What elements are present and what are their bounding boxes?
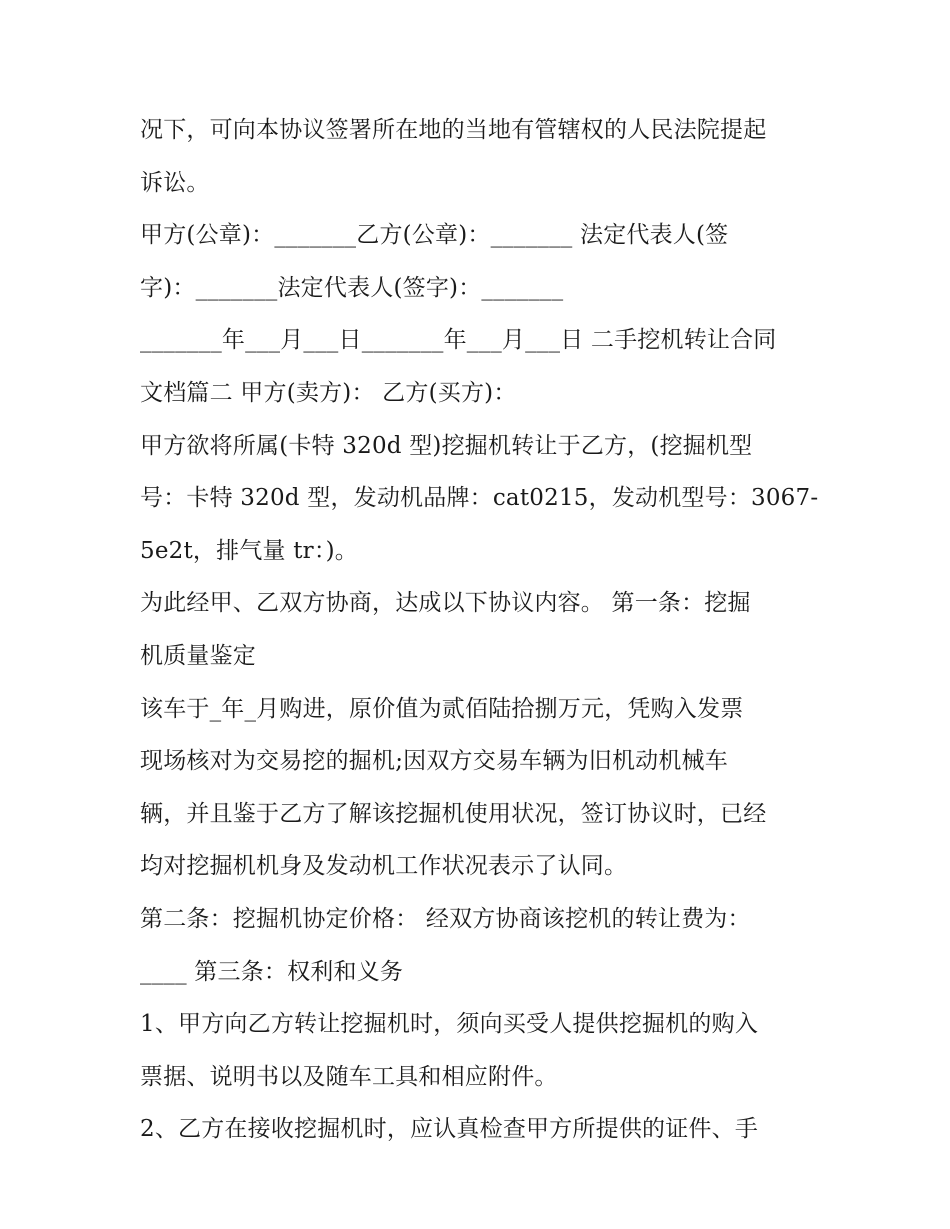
text-line: 辆，并且鉴于乙方了解该挖掘机使用状况，签订协议时，已经: [140, 800, 767, 827]
text-line: 均对挖掘机机身及发动机工作状况表示了认同。: [140, 853, 628, 880]
text-line: _______年___月___日_______年___月___日 二手挖机转让合同: [140, 327, 777, 354]
text-line: 况下，可向本协议签署所在地的当地有管辖权的人民法院提起: [140, 117, 767, 143]
text-line: 诉讼。: [140, 169, 210, 196]
text-line: 现场核对为交易挖的掘机;因双方交易车辆为旧机动机械车: [140, 748, 728, 775]
text-line: 1、甲方向乙方转让挖掘机时，须向买受人提供挖掘机的购入: [140, 1011, 759, 1038]
text-line: 该车于_年_月购进，原价值为贰佰陆拾捌万元，凭购入发票: [140, 695, 744, 722]
text-line: 号：卡特 320d 型，发动机品牌：cat0215，发动机型号：3067-: [140, 485, 819, 512]
text-line: 文档篇二 甲方(卖方)： 乙方(买方)：: [140, 379, 517, 406]
text-line: 第二条：挖掘机协定价格： 经双方协商该挖机的转让费为：: [140, 905, 751, 932]
text-line: 机质量鉴定: [140, 642, 256, 669]
text-line: 甲方(公章)：_______乙方(公章)：_______ 法定代表人(签: [140, 222, 729, 249]
document-body: [140, 104, 830, 1156]
text-line: 2、乙方在接收挖掘机时，应认真检查甲方所提供的证件、手: [140, 1116, 759, 1143]
text-line: 5e2t，排气量 tr：)。: [140, 537, 358, 564]
text-line: 为此经甲、乙双方协商，达成以下协议内容。 第一条：挖掘: [140, 590, 751, 617]
text-line: 甲方欲将所属(卡特 320d 型)挖掘机转让于乙方，(挖掘机型: [140, 432, 753, 459]
text-line: ____ 第三条：权利和义务: [140, 958, 404, 985]
text-line: 票据、说明书以及随车工具和相应附件。: [140, 1063, 558, 1090]
text-line: 字)：_______法定代表人(签字)：_______: [140, 274, 564, 301]
